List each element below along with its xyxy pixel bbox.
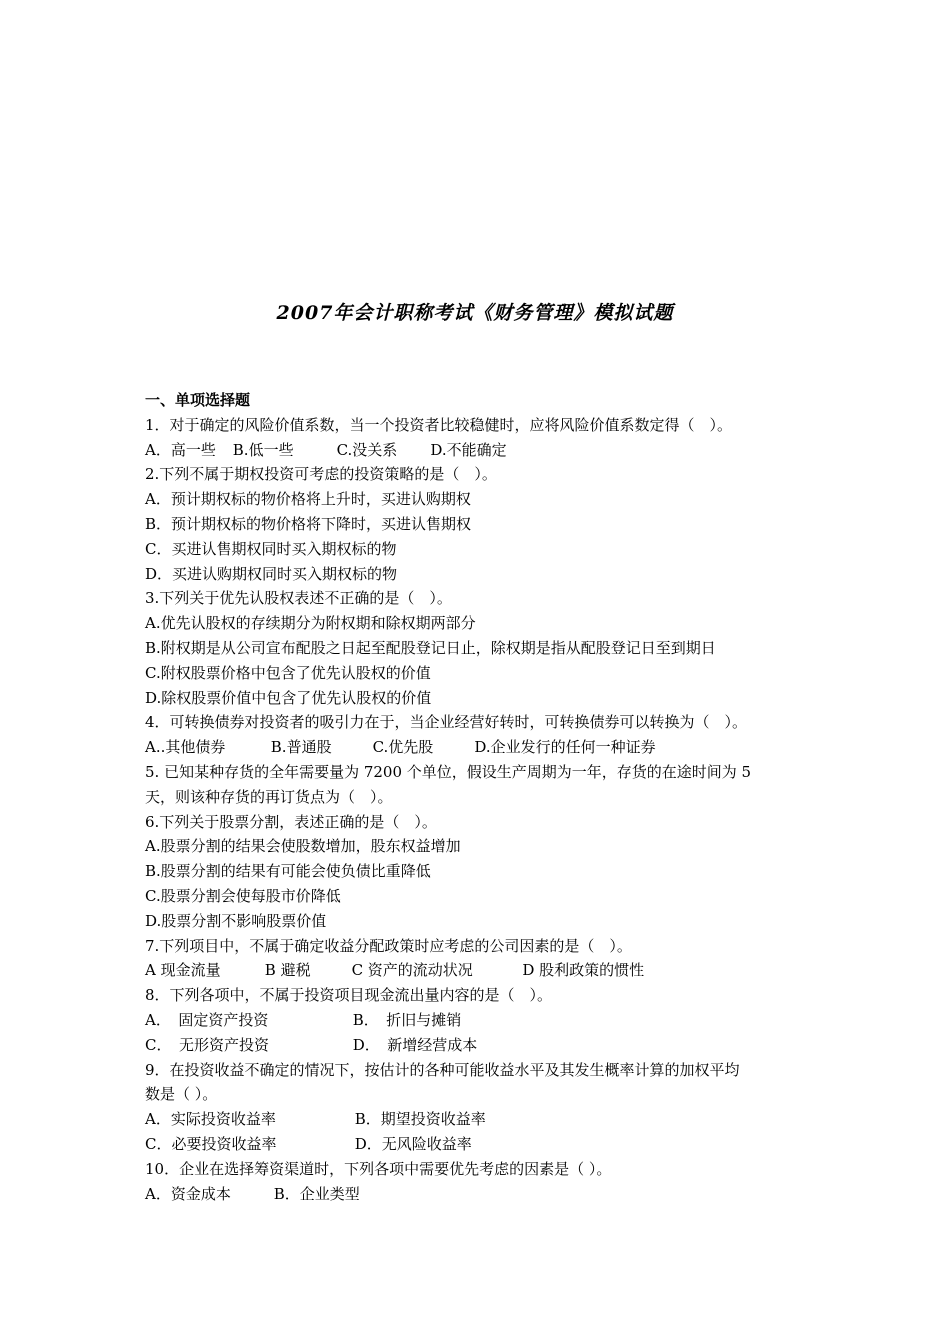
question-9-options-row-2 xyxy=(145,1132,835,1157)
section-heading: 一、单项选择题 xyxy=(145,391,251,409)
question-10-options xyxy=(145,1182,835,1207)
question-4-option-d: D.企业发行的任何一种证券 xyxy=(474,738,656,757)
question-9-option-a: A．实际投资收益率 xyxy=(145,1110,276,1129)
question-list xyxy=(145,388,835,1206)
question-10-option-b: B．企业类型 xyxy=(273,1184,360,1203)
question-6-option-c: C.股票分割会使每股市价降低 xyxy=(145,886,341,905)
question-6-option-a: A.股票分割的结果会使股数增加，股东权益增加 xyxy=(145,837,461,856)
question-7-option-d: D 股利政策的惯性 xyxy=(522,961,645,980)
question-9-options-row-1 xyxy=(145,1107,835,1132)
question-2-option-b: B．预计期权标的物价格将下降时，买进认售期权 xyxy=(145,514,472,533)
question-8-stem: 8．下列各项中，不属于投资项目现金流出量内容的是（ ）。 xyxy=(145,986,553,1005)
question-6-option-d: D.股票分割不影响股票价值 xyxy=(145,911,327,930)
question-7-option-a: A 现金流量 xyxy=(145,961,221,980)
question-1-stem: 1．对于确定的风险价值系数，当一个投资者比较稳健时，应将风险价值系数定得（ ）。 xyxy=(145,415,733,434)
question-4-option-c: C.优先股 xyxy=(372,738,434,757)
question-1-option-a: A．高一些 xyxy=(145,440,216,459)
question-7-option-b: B 避税 xyxy=(264,961,311,980)
question-2-option-c: C．买进认售期权同时买入期权标的物 xyxy=(145,539,397,558)
question-7-option-c: C 资产的流动状况 xyxy=(351,961,473,980)
question-9-option-b: B．期望投资收益率 xyxy=(354,1110,486,1129)
question-9-stem-line-2: 数是（ ）。 xyxy=(145,1085,218,1104)
question-9-option-d: D．无风险收益率 xyxy=(354,1134,472,1153)
question-8-option-d: D． 新增经营成本 xyxy=(352,1035,478,1054)
question-4-option-b: B.普通股 xyxy=(270,738,332,757)
question-10-stem: 10．企业在选择筹资渠道时，下列各项中需要优先考虑的因素是（ ）。 xyxy=(145,1159,612,1178)
question-7-stem: 7.下列项目中，不属于确定收益分配政策时应考虑的公司因素的是（ ）。 xyxy=(145,936,632,955)
question-5-stem-line-2: 天，则该种存货的再订货点为（ ）。 xyxy=(145,787,393,806)
question-2-stem: 2.下列不属于期权投资可考虑的投资策略的是（ ）。 xyxy=(145,465,497,484)
question-8-option-c: C． 无形资产投资 xyxy=(145,1035,269,1054)
question-10-option-a: A．资金成本 xyxy=(145,1184,231,1203)
question-2-option-a: A．预计期权标的物价格将上升时，买进认购期权 xyxy=(145,490,471,509)
question-4-option-a: A..其他债券 xyxy=(145,738,226,757)
question-3-option-c: C.附权股票价格中包含了优先认股权的价值 xyxy=(145,663,431,682)
question-3-option-a: A.优先认股权的存续期分为附权期和除权期两部分 xyxy=(145,614,476,633)
question-3-stem: 3.下列关于优先认股权表述不正确的是（ ）。 xyxy=(145,589,452,608)
question-2-option-d: D．买进认购期权同时买入期权标的物 xyxy=(145,564,398,583)
question-9-stem-line-1: 9．在投资收益不确定的情况下，按估计的各种可能收益水平及其发生概率计算的加权平均 xyxy=(145,1060,740,1079)
document-title: 2007年会计职称考试《财务管理》模拟试题 xyxy=(276,302,674,324)
question-6-stem: 6.下列关于股票分割，表述正确的是（ ）。 xyxy=(145,812,437,831)
question-4-options xyxy=(145,735,835,760)
question-3-option-b: B.附权期是从公司宣布配股之日起至配股登记日止，除权期是指从配股登记日至到期日 xyxy=(145,638,716,657)
question-5-stem-line-1: 5. 已知某种存货的全年需要量为 7200 个单位，假设生产周期为一年，存货的在途时间为 5 xyxy=(145,762,752,781)
question-3-option-d: D.除权股票价值中包含了优先认股权的价值 xyxy=(145,688,432,707)
question-7-options xyxy=(145,958,835,983)
question-8-option-b: B． 折旧与摊销 xyxy=(352,1010,462,1029)
question-8-options-row-2 xyxy=(145,1033,835,1058)
question-4-stem: 4．可转换债券对投资者的吸引力在于，当企业经营好转时，可转换债券可以转换为（ ）。 xyxy=(145,713,748,732)
question-1-option-c: C.没关系 xyxy=(336,440,398,459)
question-1-option-d: D.不能确定 xyxy=(430,440,507,459)
question-9-option-c: C．必要投资收益率 xyxy=(145,1134,277,1153)
question-8-option-a: A． 固定资产投资 xyxy=(145,1010,269,1029)
question-6-option-b: B.股票分割的结果有可能会使负债比重降低 xyxy=(145,862,431,881)
question-1-options xyxy=(145,438,835,463)
question-1-option-b: B.低一些 xyxy=(232,440,294,459)
question-8-options-row-1 xyxy=(145,1008,835,1033)
